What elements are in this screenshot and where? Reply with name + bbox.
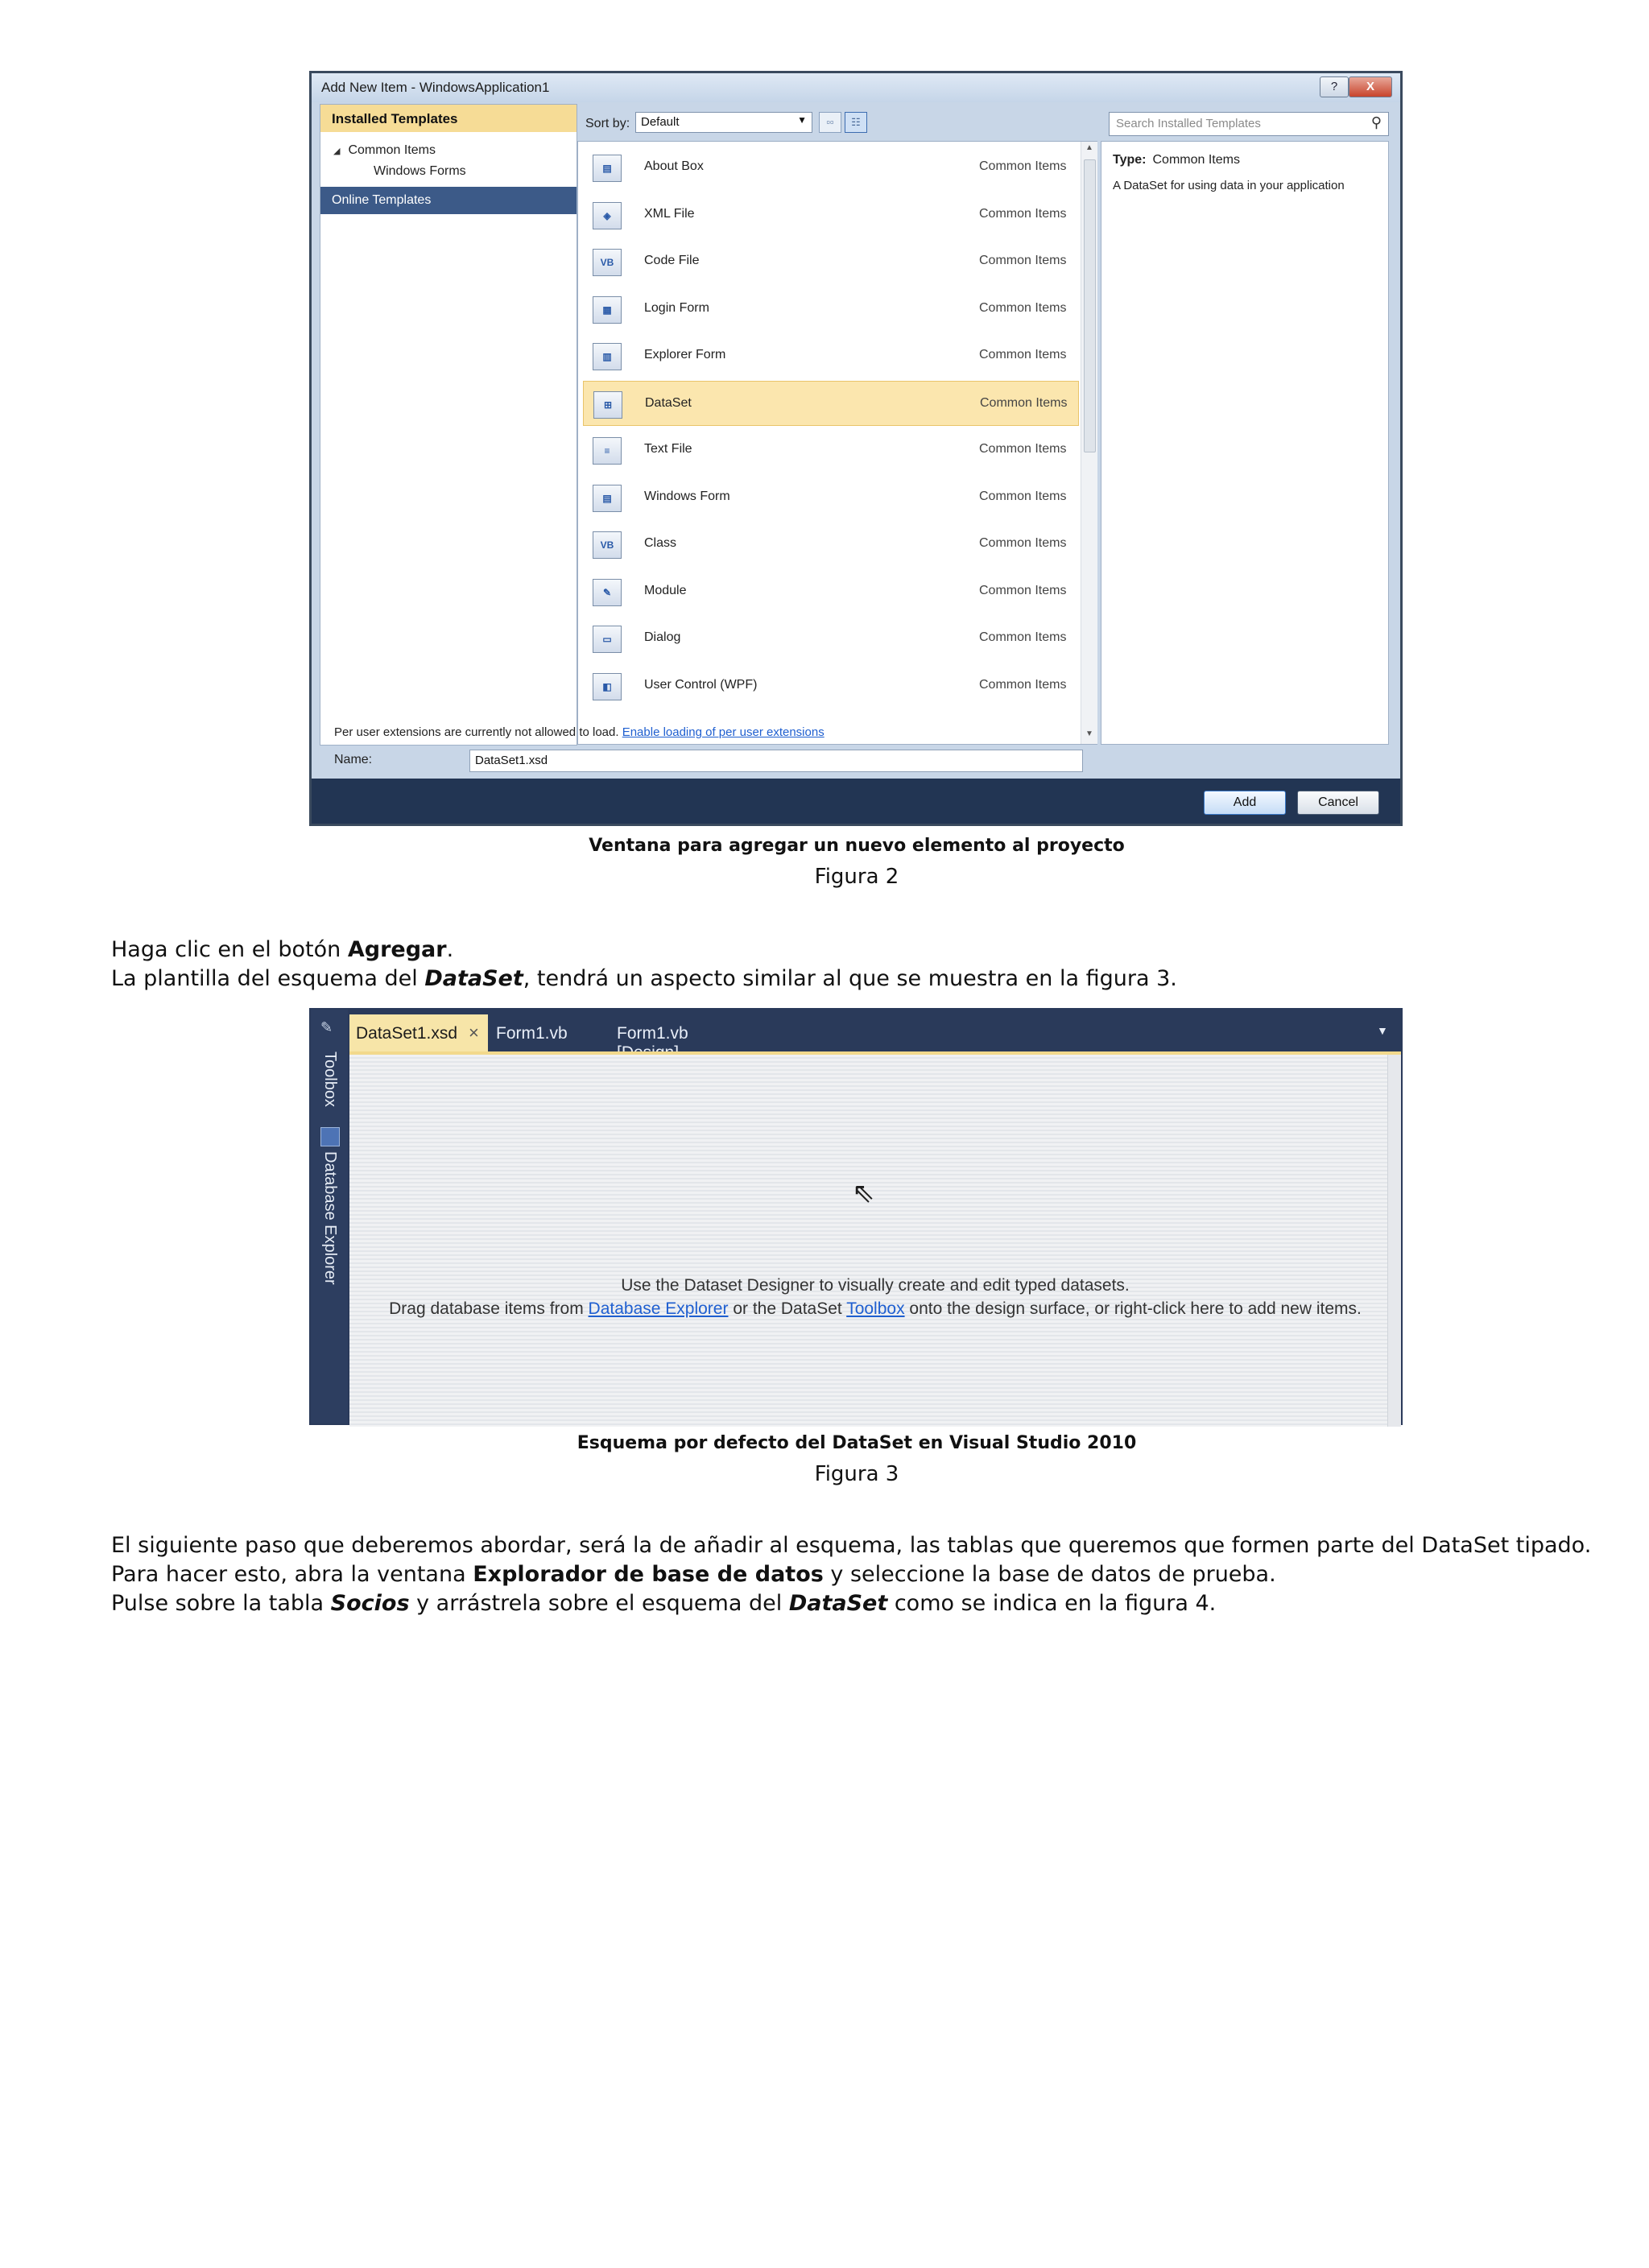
- tree-item-label: Windows Forms: [374, 164, 466, 178]
- paragraph-click-add: [111, 936, 453, 965]
- type-value: Common Items: [1152, 153, 1240, 167]
- template-row[interactable]: [583, 663, 1079, 708]
- bold-italic-text: Socios: [330, 1591, 410, 1616]
- text: Haga clic en el botón: [111, 937, 348, 962]
- paragraph-dataset-template: [111, 965, 1177, 994]
- dataset-designer-window: [309, 1008, 1403, 1425]
- search-icon[interactable]: ⚲: [1370, 114, 1382, 130]
- installed-templates-label: Installed Templates: [332, 111, 458, 126]
- template-category: Common Items: [979, 630, 1067, 644]
- template-name: About Box: [644, 159, 704, 173]
- name-label: Name:: [334, 753, 373, 766]
- template-name: Login Form: [644, 300, 709, 315]
- tree-item-windows-forms[interactable]: [374, 164, 466, 179]
- chevron-down-icon: ▼: [797, 114, 807, 126]
- template-name: Explorer Form: [644, 348, 726, 361]
- enable-extensions-link[interactable]: Enable loading of per user extensions: [622, 725, 824, 739]
- template-category: Common Items: [979, 677, 1067, 692]
- cancel-button[interactable]: Cancel: [1297, 791, 1379, 815]
- tab-label: DataSet1.xsd: [356, 1024, 458, 1043]
- scroll-down-icon[interactable]: ▼: [1085, 729, 1093, 738]
- template-category: Common Items: [979, 159, 1067, 173]
- template-row[interactable]: [583, 428, 1079, 473]
- template-category: Common Items: [979, 489, 1067, 503]
- template-category: Common Items: [979, 254, 1067, 267]
- text: La plantilla del esquema del: [111, 966, 425, 991]
- tab-label: Form1.vb: [617, 1024, 688, 1043]
- template-row[interactable]: [583, 616, 1079, 661]
- template-row[interactable]: [583, 475, 1079, 520]
- text: como se indica en la figura 4.: [887, 1591, 1217, 1616]
- template-name: DataSet: [645, 395, 692, 410]
- tab-dataset1-xsd[interactable]: [349, 1014, 488, 1051]
- scroll-up-icon[interactable]: ▲: [1085, 143, 1093, 152]
- database-explorer-icon: [320, 1127, 340, 1146]
- tab-label: Form1.vb: [496, 1024, 568, 1043]
- designer-hint: [382, 1274, 1369, 1320]
- templates-tree-pane: [320, 104, 577, 746]
- text: , tendrá un aspecto similar al que se muestra en la figura 3.: [523, 966, 1177, 991]
- template-row[interactable]: [583, 333, 1079, 378]
- paragraph-drag-table: [111, 1589, 1216, 1618]
- windows-form-icon: ▤: [593, 485, 622, 512]
- tree-item-common-items[interactable]: [333, 143, 436, 158]
- bold-italic-text: DataSet: [788, 1591, 888, 1616]
- bold-italic-text: DataSet: [424, 966, 523, 991]
- template-name: Windows Form: [644, 489, 730, 503]
- installed-templates-header[interactable]: [320, 105, 577, 132]
- hint-line: Use the Dataset Designer to visually create and edit typed datasets.: [621, 1276, 1130, 1295]
- hint-text: Drag database items from: [389, 1299, 589, 1318]
- small-icons-view-button[interactable]: ▫▫: [819, 112, 841, 133]
- text: Para hacer esto, abra la ventana: [111, 1562, 473, 1587]
- templates-scrollbar[interactable]: [1081, 142, 1097, 744]
- extensions-note: [334, 725, 824, 739]
- pin-icon[interactable]: ✎: [320, 1019, 333, 1035]
- template-name: Module: [644, 583, 687, 597]
- template-name: Text File: [644, 442, 692, 456]
- template-name: XML File: [644, 206, 695, 221]
- figure3-label: Figura 3: [814, 1462, 899, 1486]
- tab-overflow-chevron-icon[interactable]: ▼: [1377, 1024, 1388, 1037]
- templates-list: [577, 141, 1097, 745]
- paragraph-next-step: El siguiente paso que deberemos abordar, será la de añadir al esquema, las tablas que queremos que formen parte del DataSet tipado.: [111, 1533, 1592, 1558]
- template-name: Class: [644, 536, 677, 550]
- dialog-titlebar: [312, 73, 1400, 102]
- user-control-icon: ◧: [593, 673, 622, 700]
- xml-file-icon: ◈: [593, 202, 622, 229]
- scrollbar-thumb[interactable]: [1084, 159, 1096, 452]
- toolbox-link[interactable]: Toolbox: [846, 1299, 905, 1318]
- template-description: A DataSet for using data in your application: [1113, 179, 1345, 192]
- add-new-item-dialog: [309, 71, 1403, 826]
- add-button[interactable]: Add: [1204, 791, 1286, 815]
- database-explorer-tab[interactable]: Database Explorer: [321, 1151, 339, 1285]
- sort-by-value: Default: [641, 115, 680, 129]
- expand-arrow-icon: ◢: [333, 147, 341, 156]
- template-name: Code File: [644, 254, 700, 267]
- hint-text: or the DataSet: [728, 1299, 847, 1318]
- close-button[interactable]: X: [1349, 76, 1392, 97]
- dialog-icon: ▭: [593, 626, 622, 653]
- tool-sidebar: [311, 1010, 348, 1423]
- figure3-caption: Esquema por defecto del DataSet en Visual Studio 2010: [577, 1433, 1137, 1453]
- text: y arrástrela sobre el esquema del: [409, 1591, 789, 1616]
- tree-item-label: Common Items: [348, 143, 436, 157]
- type-label: Type:: [1113, 153, 1147, 167]
- design-surface[interactable]: [349, 1051, 1401, 1427]
- dialog-footer: [312, 779, 1400, 824]
- sort-by-select[interactable]: [635, 112, 812, 133]
- template-category: Common Items: [979, 348, 1067, 361]
- about-box-icon: ▤: [593, 155, 622, 182]
- paragraph-open-explorer: [111, 1560, 1276, 1589]
- online-templates-item[interactable]: [320, 187, 577, 214]
- bold-text: Agregar: [347, 937, 447, 962]
- search-placeholder: Search Installed Templates: [1116, 117, 1261, 130]
- surface-scrollbar[interactable]: [1387, 1055, 1401, 1427]
- hint-text: onto the design surface, or right-click here to add new items.: [904, 1299, 1362, 1318]
- text: .: [446, 937, 454, 962]
- figure2-label: Figura 2: [814, 865, 899, 889]
- template-category: Common Items: [979, 300, 1067, 315]
- template-info-pane: [1101, 141, 1389, 745]
- template-row[interactable]: [583, 239, 1079, 284]
- template-row[interactable]: [583, 381, 1079, 426]
- text: y seleccione la base de datos de prueba.: [823, 1562, 1276, 1587]
- template-row[interactable]: [583, 522, 1079, 567]
- close-tab-icon[interactable]: ×: [469, 1022, 479, 1043]
- toolbox-tab[interactable]: Toolbox: [321, 1051, 339, 1107]
- explorer-form-icon: ▥: [593, 343, 622, 370]
- template-name: User Control (WPF): [644, 677, 758, 692]
- dialog-title: Add New Item - WindowsApplication1: [321, 80, 550, 95]
- figure2-caption: Ventana para agregar un nuevo elemento al proyecto: [589, 836, 1125, 856]
- template-type: [1113, 153, 1240, 167]
- template-category: Common Items: [979, 442, 1067, 456]
- template-category: Common Items: [979, 206, 1067, 221]
- list-view-button[interactable]: ☷: [845, 112, 867, 133]
- template-category: Common Items: [979, 583, 1067, 597]
- template-name: Dialog: [644, 630, 681, 644]
- template-category: Common Items: [979, 536, 1067, 550]
- sort-by-label: Sort by:: [585, 117, 630, 130]
- database-explorer-link[interactable]: Database Explorer: [588, 1299, 729, 1318]
- text-file-icon: ≡: [593, 437, 622, 465]
- class-icon: VB: [593, 531, 622, 559]
- login-form-icon: ▦: [593, 296, 622, 324]
- code-file-icon: VB: [593, 249, 622, 276]
- name-input[interactable]: DataSet1.xsd: [469, 750, 1083, 772]
- template-row[interactable]: [583, 192, 1079, 238]
- online-templates-label: Online Templates: [332, 193, 432, 207]
- extensions-note-text: Per user extensions are currently not allowed to load.: [334, 725, 619, 739]
- dataset-icon: ⊞: [593, 391, 622, 419]
- module-icon: ✎: [593, 579, 622, 606]
- template-row[interactable]: [583, 145, 1079, 190]
- template-row[interactable]: [583, 287, 1079, 332]
- mouse-cursor-icon: ⇖: [852, 1178, 875, 1208]
- text: Pulse sobre la tabla: [111, 1591, 331, 1616]
- bold-text: Explorador de base de datos: [473, 1562, 824, 1587]
- help-button[interactable]: ?: [1320, 76, 1349, 97]
- search-installed-templates-input[interactable]: [1109, 112, 1389, 136]
- template-row[interactable]: [583, 569, 1079, 614]
- template-category: Common Items: [980, 395, 1068, 410]
